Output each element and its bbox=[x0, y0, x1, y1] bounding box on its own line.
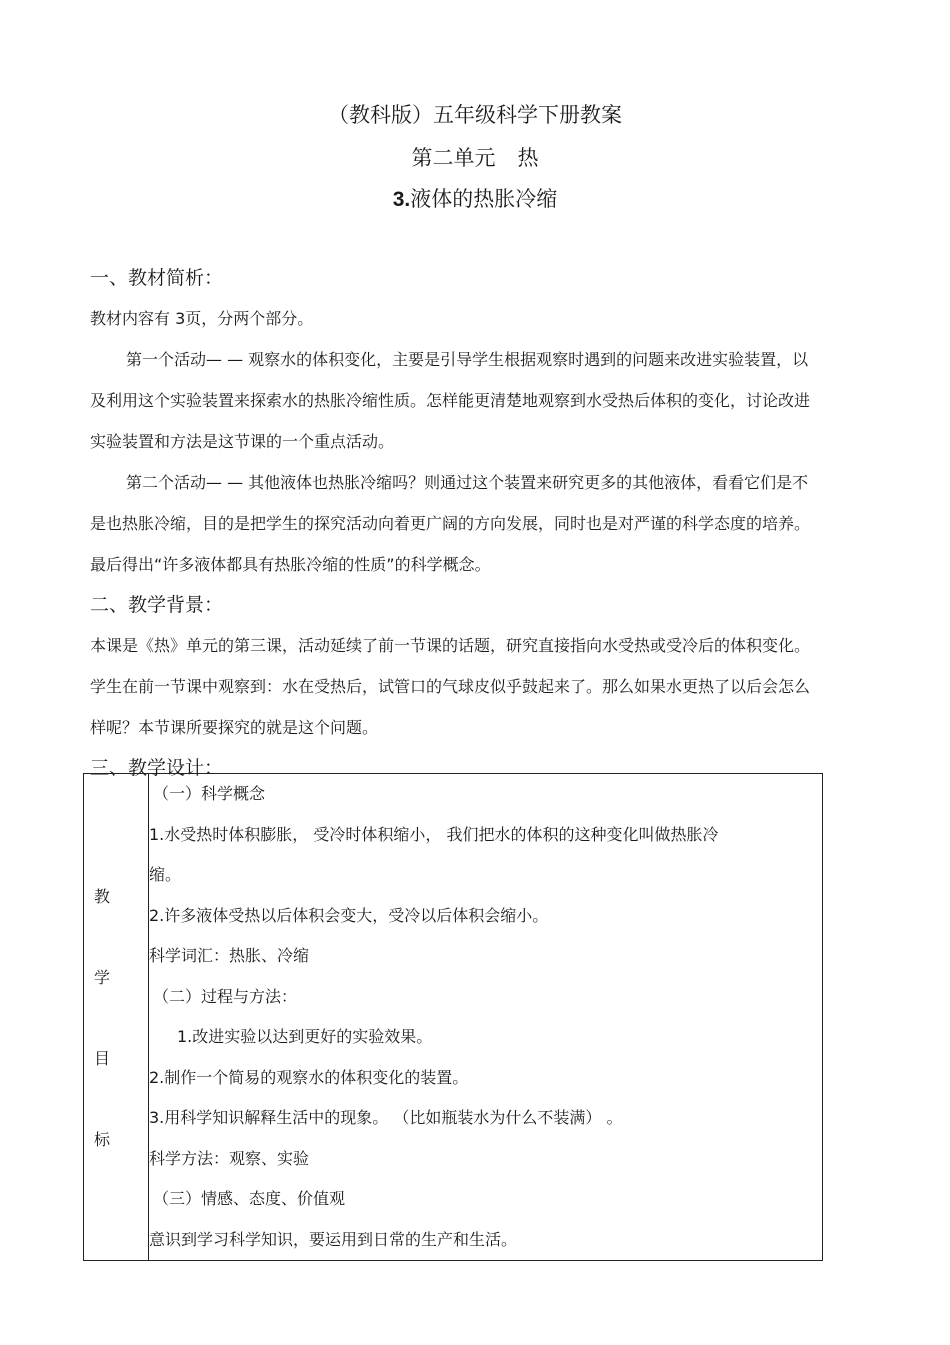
objective-line: 科学方法：观察、实验 bbox=[149, 1148, 310, 1168]
unit-name: 热 bbox=[517, 146, 539, 170]
background-text: 本课是《热》单元的第三课，活动延续了前一节课的话题，研究直接指向水受热或受冷后的体积变化。学生在前一节课中观察到：水在受热后，试管口的气球皮似乎鼓起来了。那么如果水更热了以后会怎么样呢？本节课所要探究的就是这个问题。 bbox=[90, 636, 811, 737]
objective-line: 缩。 bbox=[149, 865, 182, 884]
unit-label: 第二单元 bbox=[411, 146, 496, 170]
table-row bbox=[84, 774, 823, 1261]
label-char: 目 bbox=[94, 1049, 111, 1068]
section-heading-analysis: 一、教材简析： bbox=[90, 267, 224, 289]
objective-line: 1.水受热时体积膨胀， 受冷时体积缩小， 我们把水的体积的这种变化叫做热胀冷 bbox=[149, 824, 719, 844]
document-title: （教科版）五年级科学下册教案 bbox=[328, 103, 622, 127]
objective-line: 科学词汇：热胀、冷缩 bbox=[149, 946, 310, 965]
objective-subheading: （一）科学概念 bbox=[153, 784, 266, 803]
section-heading-design: 三、教学设计： bbox=[90, 757, 224, 779]
objectives-content-cell bbox=[149, 774, 823, 1261]
analysis-activity-1: 第一个活动— — 观察水的体积变化，主要是引导学生根据观察时遇到的问题来改进实验装置，以及利用这个实验装置来探索水的热胀冷缩性质。怎样能更清楚地观察到水受热后体积的变化，讨论改进实验装置和方法是这节课的一个重点活动。 bbox=[90, 350, 811, 451]
analysis-activity-2: 第二个活动— — 其他液体也热胀冷缩吗？则通过这个装置来研究更多的其他液体，看看它们是不是也热胀冷缩，目的是把学生的探究活动向着更广阔的方向发展，同时也是对严谨的科学态度的培养。最后得出“许多液体都具有热胀冷缩的性质”的科学概念。 bbox=[90, 473, 811, 574]
document-body bbox=[90, 258, 810, 788]
objective-line: 3.用科学知识解释生活中的现象。 （比如瓶装水为什么不装满） 。 bbox=[149, 1108, 623, 1127]
unit-heading bbox=[0, 143, 950, 173]
objective-line: 意识到学习科学知识，要运用到日常的生产和生活。 bbox=[149, 1229, 518, 1249]
label-char: 教 bbox=[94, 887, 111, 906]
teaching-design-table bbox=[83, 773, 823, 1261]
objective-subheading: （三）情感、态度、价值观 bbox=[153, 1189, 346, 1208]
objective-line: 2.许多液体受热以后体积会变大，受冷以后体积会缩小。 bbox=[149, 905, 549, 925]
lesson-number: 3. bbox=[392, 188, 411, 211]
analysis-intro: 教材内容有 3页，分两个部分。 bbox=[90, 309, 314, 328]
label-char: 标 bbox=[94, 1130, 111, 1149]
lesson-title: 液体的热胀冷缩 bbox=[410, 187, 558, 211]
objective-subheading: （二）过程与方法： bbox=[153, 986, 298, 1006]
label-char: 学 bbox=[94, 968, 111, 987]
lesson-heading bbox=[0, 184, 950, 215]
section-heading-background: 二、教学背景： bbox=[90, 594, 224, 616]
objective-line: 1.改进实验以达到更好的实验效果。 bbox=[177, 1027, 433, 1046]
objectives-label-cell bbox=[84, 774, 149, 1261]
objective-line: 2.制作一个简易的观察水的体积变化的装置。 bbox=[149, 1067, 469, 1087]
